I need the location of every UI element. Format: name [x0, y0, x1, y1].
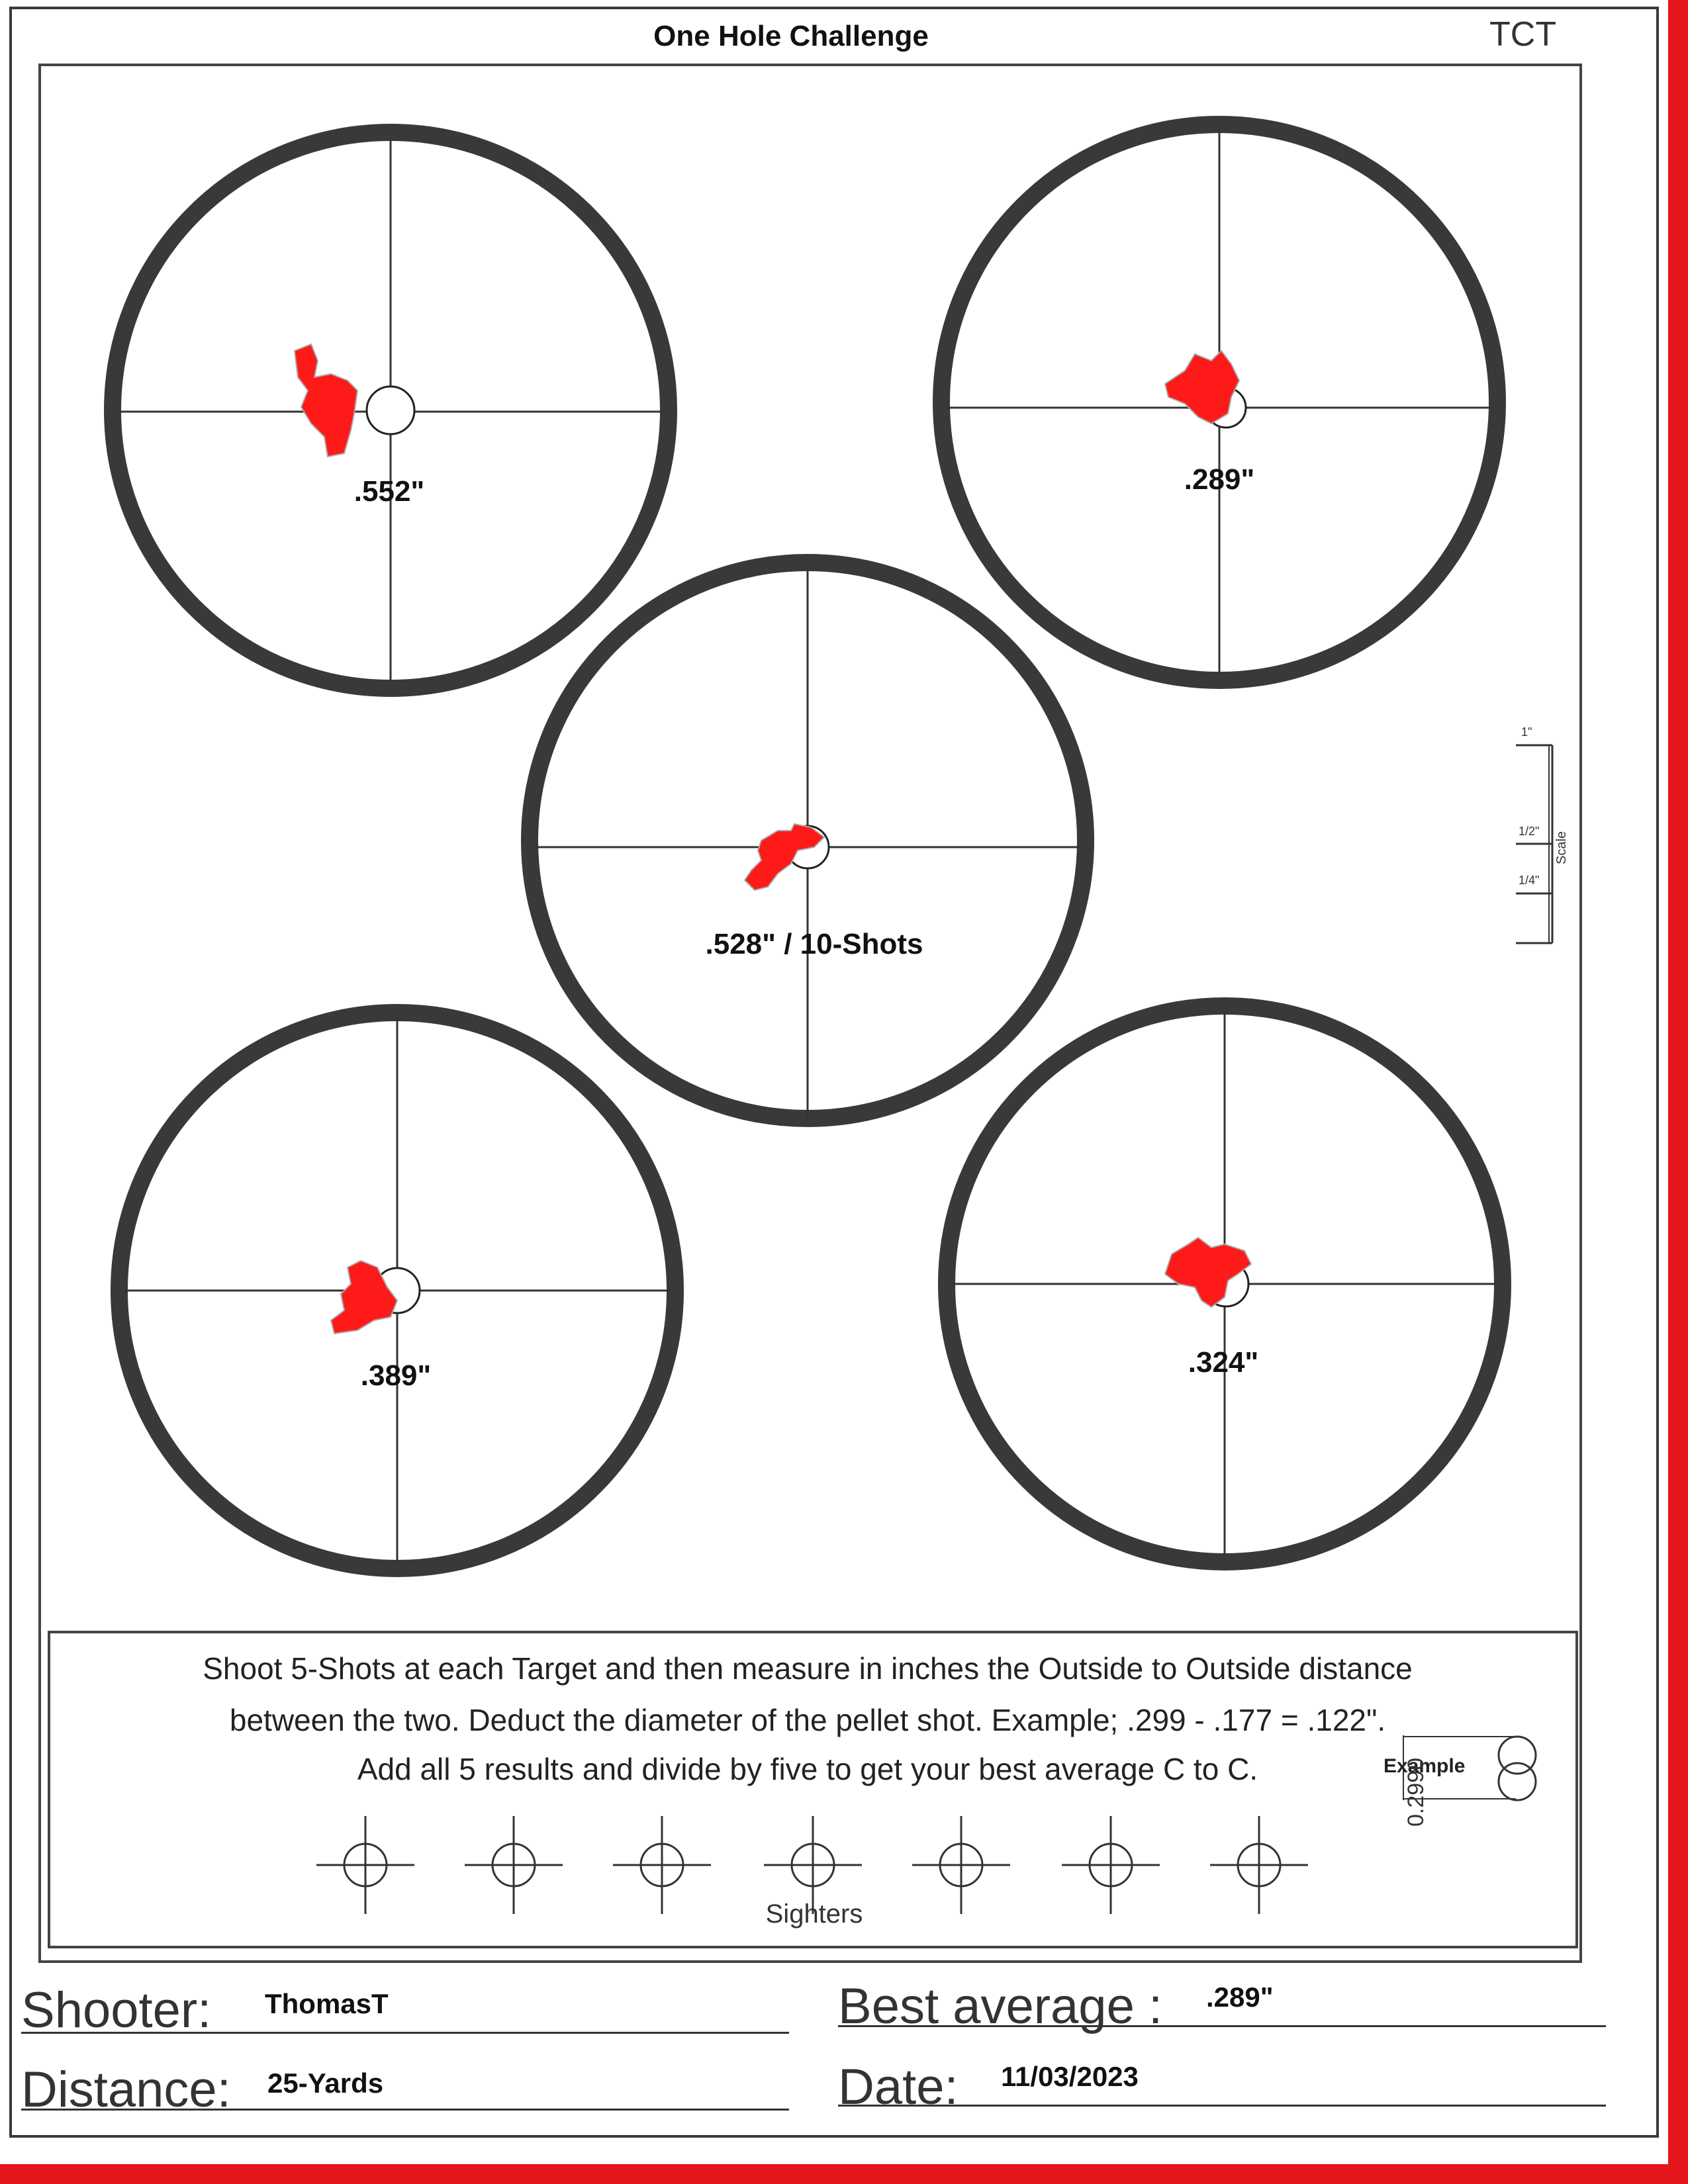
date-value: 11/03/2023	[1001, 2061, 1139, 2092]
sighters-label: Sighters	[765, 1899, 863, 1929]
shooter-line	[21, 2032, 789, 2034]
date-line	[838, 2105, 1606, 2107]
instruction-line-1: Shoot 5-Shots at each Target and then measure in inches the Outside to Outside distance	[203, 1651, 1413, 1686]
date-label: Date:	[838, 2059, 959, 2115]
shooter-value: ThomasT	[265, 1988, 389, 2019]
distance-value: 25-Yards	[267, 2068, 384, 2099]
group-size-bottom-right: .324"	[1188, 1346, 1259, 1379]
group-size-bottom-left: .389"	[360, 1359, 432, 1392]
best-average-label: Best average :	[838, 1978, 1163, 2034]
page-title: One Hole Challenge	[653, 20, 929, 52]
sighter-target	[1062, 1816, 1160, 1914]
sighter-target	[465, 1816, 563, 1914]
example-label: Example	[1383, 1755, 1466, 1777]
sighter-target	[1210, 1816, 1308, 1914]
distance-label: Distance:	[21, 2062, 231, 2118]
instruction-line-2: between the two. Deduct the diameter of the pellet shot. Example; .299 - .177 = .122".	[229, 1703, 1386, 1737]
best-average-line	[838, 2025, 1606, 2027]
group-size-center: .528" / 10-Shots	[705, 928, 923, 960]
brand-mark: TCT	[1489, 15, 1557, 54]
group-size-top-left: .552"	[353, 475, 425, 508]
instruction-line-3: Add all 5 results and divide by five to get your best average C to C.	[357, 1752, 1258, 1786]
shooter-label: Shooter:	[21, 1982, 212, 2038]
example-value: 0.2990	[1403, 1758, 1429, 1827]
sighter-target	[316, 1816, 414, 1914]
distance-line	[21, 2109, 789, 2111]
scale-mark-quarter: 1/4"	[1519, 874, 1540, 887]
scale-mark-1in: 1"	[1521, 725, 1532, 739]
scale-title: Scale	[1554, 831, 1569, 864]
sighter-target	[912, 1816, 1010, 1914]
best-average-value: .289"	[1206, 1981, 1274, 2013]
sighter-target	[613, 1816, 711, 1914]
scale-mark-half: 1/2"	[1519, 825, 1540, 838]
group-size-top-right: .289"	[1184, 463, 1255, 496]
